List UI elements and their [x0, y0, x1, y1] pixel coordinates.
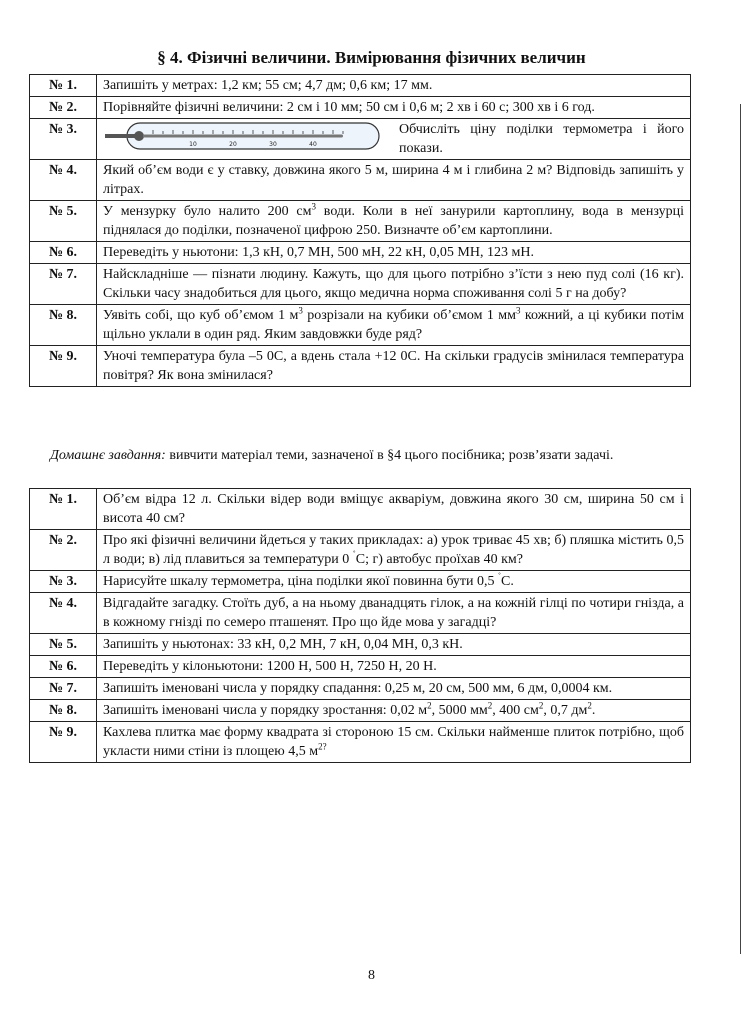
task-number: № 4. — [30, 593, 97, 634]
task-row — [30, 700, 691, 722]
task-row — [30, 242, 691, 264]
task-row — [30, 305, 691, 346]
thermometer-image — [103, 120, 383, 152]
task-text: Який об’єм води є у ставку, довжина якого 5 м, ширина 4 м і глибина 2 м? Відповідь запишіть у літрах. — [97, 160, 691, 201]
task-number: № 1. — [30, 75, 97, 97]
task-text: Уночі температура була –5 0С, а вдень стала +12 0С. На скільки градусів змінилася температура повітря? Як вона змінилася? — [97, 346, 691, 387]
task-text: Найскладніше — пізнати людину. Кажуть, що для цього потрібно з’їсти з нею пуд солі (16 кг). Скільки часу знадобиться для цього, якщо медична норма споживання солі 5 г на добу? — [97, 264, 691, 305]
homework-label: Домашнє завдання: — [50, 448, 166, 463]
task-number: № 3. — [30, 571, 97, 593]
task-text: Запишіть іменовані числа у порядку спадання: 0,25 м, 20 см, 500 мм, 6 дм, 0,0004 км. — [97, 678, 691, 700]
homework-text: вивчити матеріал теми, зазначеної в §4 цього посібника; розв’язати задачі. — [165, 448, 614, 463]
task-text: Про які фізичні величини йдеться у таких прикладах: а) урок триває 45 хв; б) пляшка містить 0,5 л води; в) лід плавиться за температури 0 ˚С; г) автобус проїхав 40 км? — [97, 530, 691, 571]
task-row — [30, 97, 691, 119]
task-number: № 4. — [30, 160, 97, 201]
task-row — [30, 656, 691, 678]
section-title: § 4. Фізичні величини. Вимірювання фізичних величин — [157, 48, 586, 67]
task-number: № 8. — [30, 305, 97, 346]
scale-label: 10 — [189, 141, 197, 148]
homework-note — [50, 446, 670, 465]
page-edge-line — [740, 104, 741, 954]
task-row — [30, 160, 691, 201]
task-number: № 1. — [30, 489, 97, 530]
task-row — [30, 201, 691, 242]
task-text: Переведіть у ньютони: 1,3 кН, 0,7 МН, 500 мН, 22 кН, 0,05 МН, 123 мН. — [97, 242, 691, 264]
task-text: Обчисліть ціну поділки термометра і його покази. — [399, 122, 684, 156]
task-row — [30, 571, 691, 593]
task-number: № 3. — [30, 119, 97, 160]
task-number: № 9. — [30, 722, 97, 763]
task-row — [30, 593, 691, 634]
task-text: Порівняйте фізичні величини: 2 см і 10 мм; 50 см і 0,6 м; 2 хв і 60 с; 300 хв і 6 год. — [97, 97, 691, 119]
task-number: № 7. — [30, 678, 97, 700]
scale-label: 40 — [309, 141, 317, 148]
task-text: Відгадайте загадку. Стоїть дуб, а на ньому дванадцять гілок, а на кожній гілці по чотири гнізда, а в кожному гнізді по семеро пташенят. Про що йде мова у загадці? — [97, 593, 691, 634]
task-row — [30, 119, 691, 160]
task-number: № 2. — [30, 530, 97, 571]
task-row — [30, 264, 691, 305]
task-number: № 5. — [30, 634, 97, 656]
task-number: № 6. — [30, 242, 97, 264]
task-number: № 2. — [30, 97, 97, 119]
task-row — [30, 530, 691, 571]
task-row — [30, 722, 691, 763]
scale-label: 30 — [269, 141, 277, 148]
task-row — [30, 678, 691, 700]
task-text: Уявіть собі, що куб об’ємом 1 $м^3$ розрізали на кубики об’ємом 1 $мм^3$ кожний, а ці кубики потім щільно уклали в один ряд. Яким завдовжки буде ряд? — [97, 305, 691, 346]
task-text: Об’єм відра 12 л. Скільки відер води вміщує акваріум, довжина якого 30 см, ширина 50 см і висота 40 см? — [97, 489, 691, 530]
page-number: 8 — [368, 968, 375, 983]
task-text: У мензурку було налито 200 $см^3$ води. Коли в неї занурили картоплину, вода в мензурці піднялася до поділки, позначеної цифрою 250. Визначте об’єм картоплини. — [97, 201, 691, 242]
task-text: Запишіть у метрах: 1,2 км; 55 см; 4,7 дм; 0,6 км; 17 мм. — [97, 75, 691, 97]
task-text: Запишіть іменовані числа у порядку зростання: 0,02 $м^2$, 5000 $мм^2$, 400 $см^2$, 0,7 $дм^2$. — [97, 700, 691, 722]
homework-table — [29, 488, 691, 763]
task-text: Кахлева плитка має форму квадрата зі стороною 15 см. Скільки найменше плиток потрібно, щоб укласти ними стіни із площею 4,5 $м^{2?}$ — [97, 722, 691, 763]
task-text: Запишіть у ньютонах: 33 кН, 0,2 МН, 7 кН, 0,04 МН, 0,3 кН. — [97, 634, 691, 656]
task-row — [30, 634, 691, 656]
task-number: № 6. — [30, 656, 97, 678]
task-row — [30, 346, 691, 387]
scale-label: 20 — [229, 141, 237, 148]
task-number: № 9. — [30, 346, 97, 387]
task-number: № 7. — [30, 264, 97, 305]
task-number: № 5. — [30, 201, 97, 242]
classwork-table — [29, 74, 691, 387]
task-text: Переведіть у кілоньютони: 1200 Н, 500 Н, 7250 Н, 20 Н. — [97, 656, 691, 678]
task-number: № 8. — [30, 700, 97, 722]
task-text: Нарисуйте шкалу термометра, ціна поділки якої повинна бути 0,5 ˚С. — [97, 571, 691, 593]
task-row — [30, 75, 691, 97]
task-row — [30, 489, 691, 530]
